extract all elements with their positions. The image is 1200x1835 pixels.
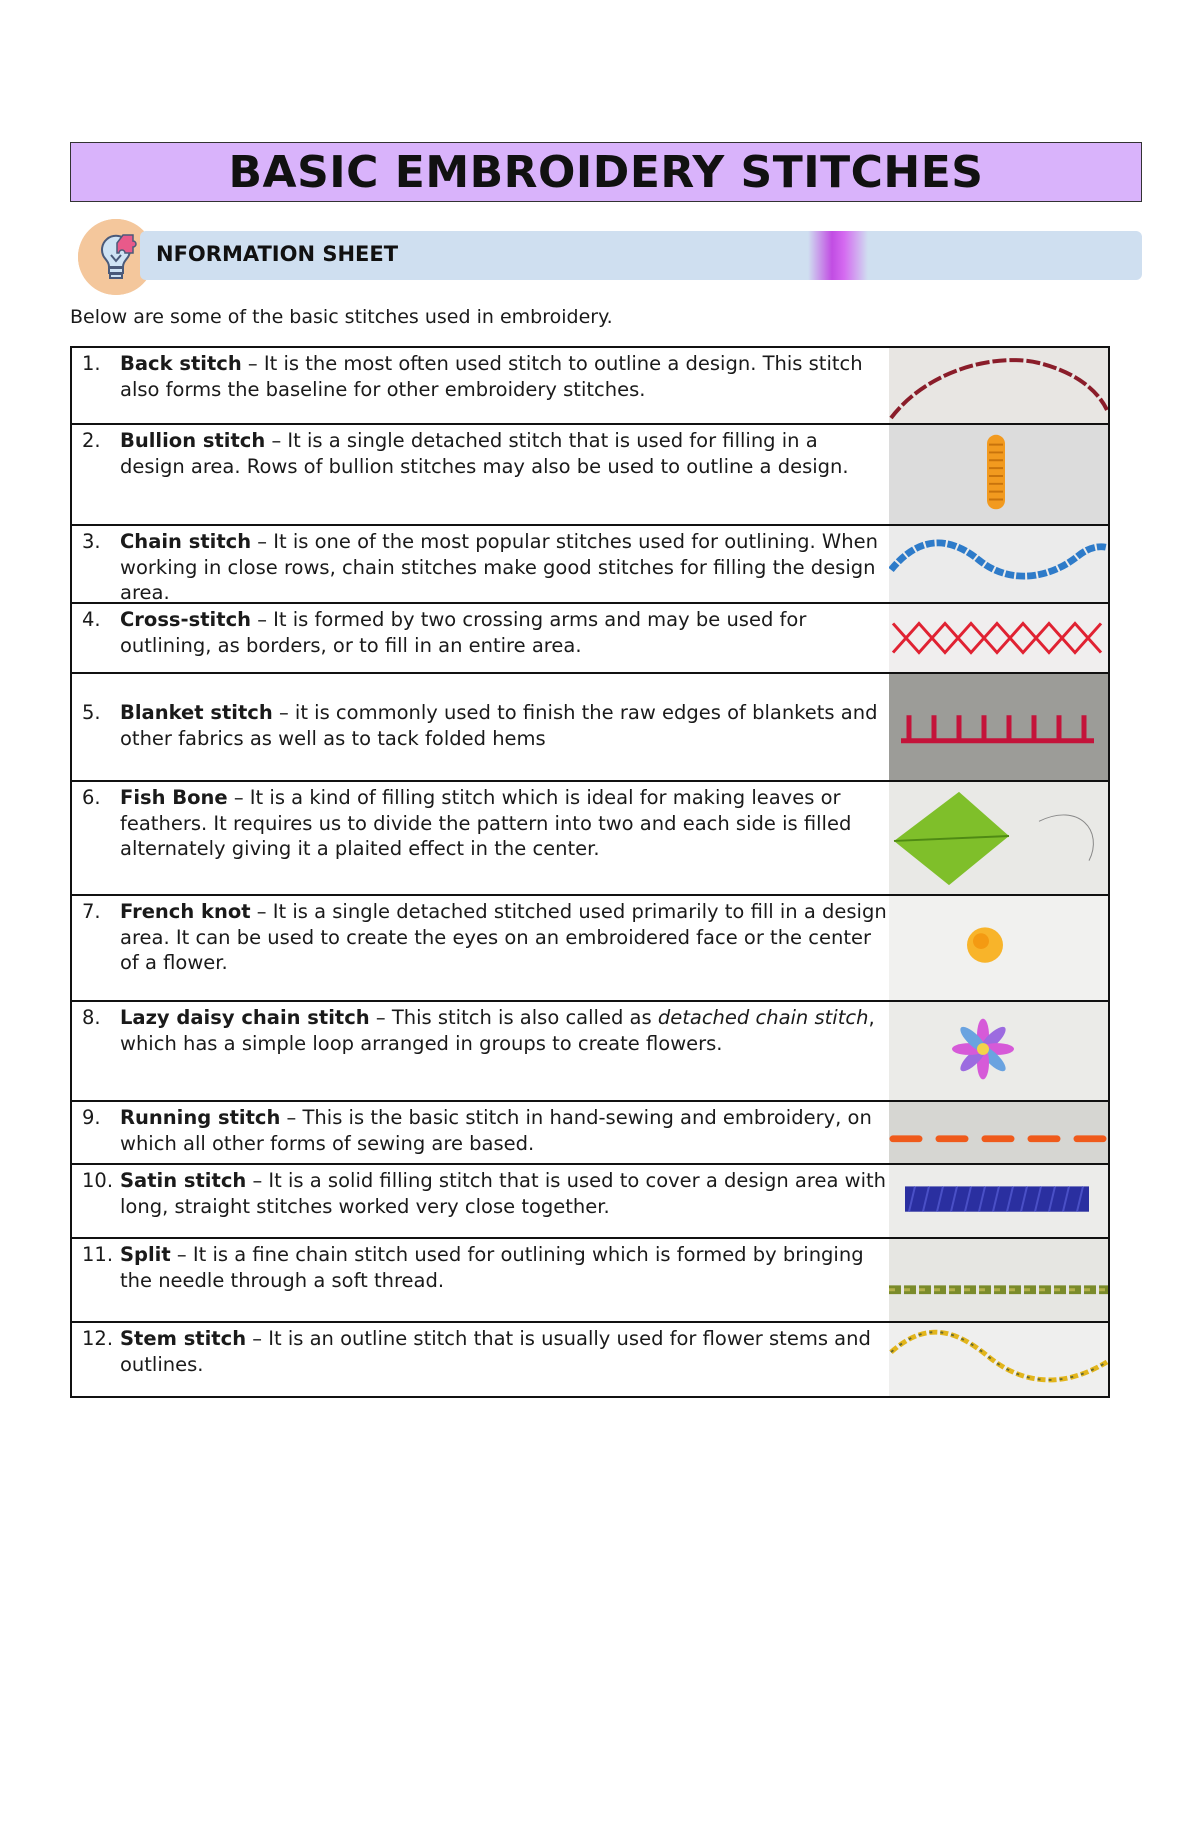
lazy-daisy-image [889, 1002, 1108, 1100]
title-banner [70, 142, 1142, 202]
item-number: 9. [82, 1106, 101, 1129]
stitch-description: – It is formed by two crossing arms and may be used for outlining, as borders, or to fill in an entire area. [120, 608, 807, 657]
stem-stitch-image [889, 1323, 1108, 1396]
bullion-stitch-image [889, 425, 1108, 524]
stitch-name: Stem stitch [120, 1327, 247, 1350]
table-row [72, 1000, 1108, 1100]
item-number: 4. [82, 608, 101, 631]
stitch-description: , which has a simple loop arranged in groups to create flowers. [120, 1006, 875, 1055]
stitch-description: – it is commonly used to finish the raw edges of blankets and other fabrics as well as to tack folded hems [120, 701, 878, 750]
item-number: 1. [82, 352, 101, 375]
stitch-table [70, 346, 1110, 1398]
item-number: 2. [82, 429, 101, 452]
stitch-description: – This is the basic stitch in hand-sewing and embroidery, on which all other forms of sewing are based. [120, 1106, 872, 1155]
item-number: 5. [82, 701, 101, 724]
item-number: 12. [82, 1327, 114, 1350]
stitch-name: Split [120, 1243, 171, 1266]
item-number: 6. [82, 786, 101, 809]
table-row [72, 1321, 1108, 1396]
stitch-name: Satin stitch [120, 1169, 247, 1192]
table-row [72, 602, 1108, 672]
stitch-description: – It is the most often used stitch to outline a design. This stitch also forms the baseline for other embroidery stitches. [120, 352, 863, 401]
information-sheet-bar [140, 231, 1142, 280]
running-stitch-image [889, 1102, 1108, 1163]
stitch-description: – It is a fine chain stitch used for outlining which is formed by bringing the needle through a soft thread. [120, 1243, 864, 1292]
stitch-name: Running stitch [120, 1106, 281, 1129]
table-row [72, 1237, 1108, 1321]
stitch-description: – It is a kind of filling stitch which is ideal for making leaves or feathers. It requires us to divide the pattern into two and each side is filled alternately giving it a plaited effect in the center. [120, 786, 852, 860]
item-number: 7. [82, 900, 101, 923]
chain-stitch-image [889, 526, 1108, 602]
table-row [72, 672, 1108, 780]
stitch-description-prefix: – This stitch is also called as [369, 1006, 658, 1029]
satin-stitch-image [889, 1165, 1108, 1237]
stitch-description: – It is one of the most popular stitches used for outlining. When working in close rows, chain stitches make good stitches for filling the design area. [120, 530, 878, 604]
table-row [72, 524, 1108, 602]
french-knot-image [889, 896, 1108, 1000]
item-number: 3. [82, 530, 101, 553]
stitch-name: Back stitch [120, 352, 242, 375]
stitch-name: Blanket stitch [120, 701, 273, 724]
accent-glow [808, 231, 868, 280]
table-row [72, 423, 1108, 524]
page-title: BASIC EMBROIDERY STITCHES [228, 146, 984, 198]
table-row [72, 1100, 1108, 1163]
information-sheet-label: NFORMATION SHEET [156, 242, 399, 266]
stitch-description: – It is a single detached stitch that is used for filling in a design area. Rows of bullion stitches may also be used to outline a design. [120, 429, 849, 478]
table-row [72, 894, 1108, 1000]
stitch-alt-name: detached chain stitch [657, 1006, 869, 1029]
table-row [72, 348, 1108, 423]
item-number: 10. [82, 1169, 114, 1192]
stitch-name: Lazy daisy chain stitch [120, 1006, 370, 1029]
table-row [72, 1163, 1108, 1237]
cross-stitch-image [889, 604, 1108, 672]
stitch-name: French knot [120, 900, 251, 923]
back-stitch-image [889, 348, 1108, 423]
split-stitch-image [889, 1239, 1108, 1321]
item-number: 11. [82, 1243, 114, 1266]
stitch-description: – It is a single detached stitched used primarily to fill in a design area. It can be used to create the eyes on an embroidered face or the center of a flower. [120, 900, 887, 974]
stitch-description: – It is an outline stitch that is usually used for flower stems and outlines. [120, 1327, 871, 1376]
stitch-name: Bullion stitch [120, 429, 266, 452]
stitch-name: Fish Bone [120, 786, 228, 809]
item-number: 8. [82, 1006, 101, 1029]
stitch-description: – It is a solid filling stitch that is used to cover a design area with long, straight stitches worked very close together. [120, 1169, 886, 1218]
fish-bone-stitch-image [889, 782, 1108, 894]
intro-text: Below are some of the basic stitches used in embroidery. [70, 306, 613, 328]
stitch-name: Chain stitch [120, 530, 252, 553]
stitch-name: Cross-stitch [120, 608, 252, 631]
blanket-stitch-image [889, 674, 1108, 780]
table-row [72, 780, 1108, 894]
